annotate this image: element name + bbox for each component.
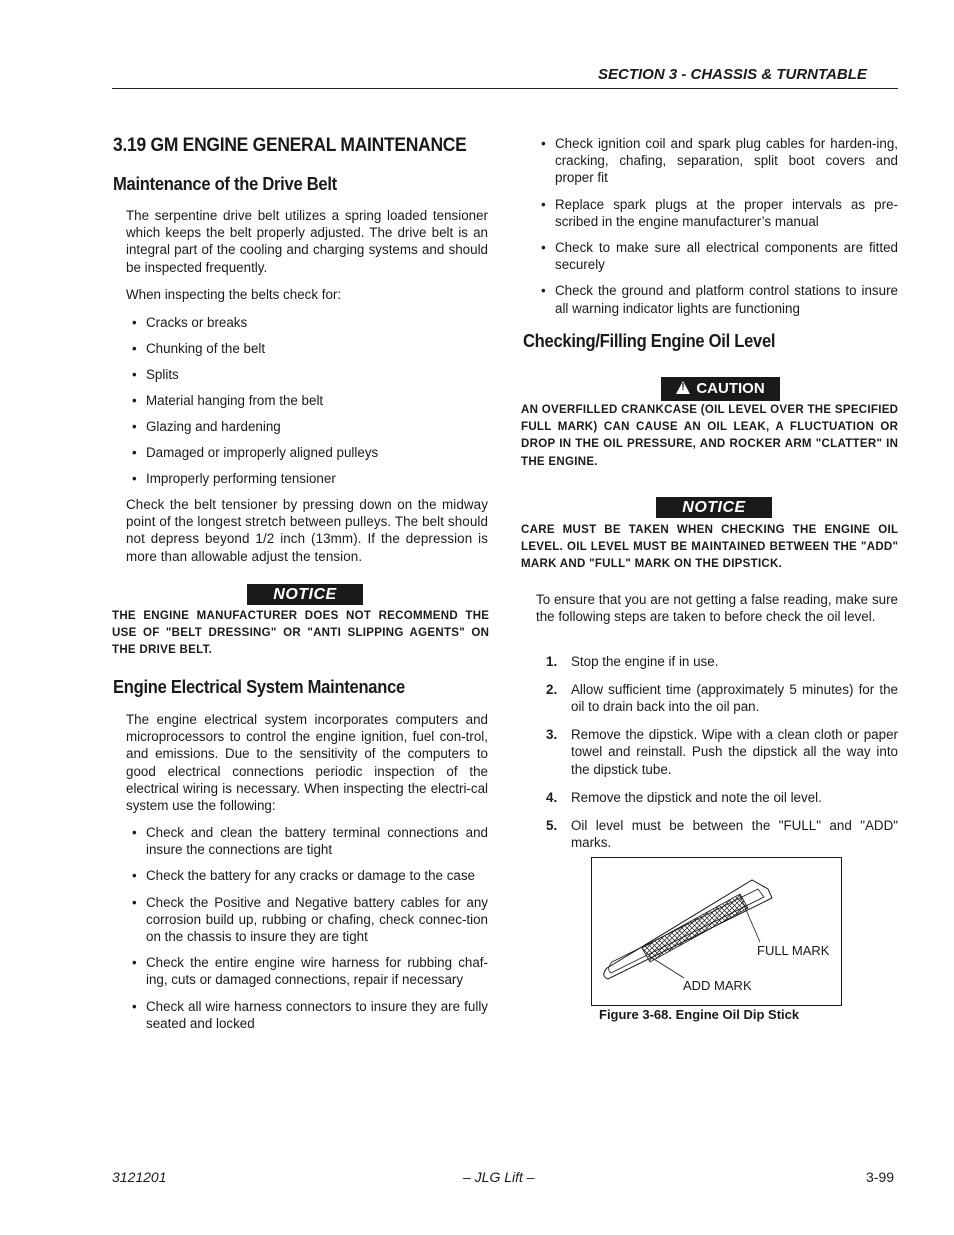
step-number: 2. [546, 682, 558, 697]
caution-text: AN OVERFILLED CRANKCASE (OIL LEVEL OVER THE SPECIFIED FULL MARK) CAN CAUSE AN OIL LEAK, A FLUCTUATION OR DROP IN THE OIL PRESSURE, AND ROCKER ARM "CLATTER" IN THE ENGINE. [521, 402, 899, 468]
list-item: • Replace spark plugs at the proper intervals as pre-scribed in the engine manufacturer’s manual [535, 196, 898, 230]
list-item: • Cracks or breaks [126, 314, 488, 331]
step-text: Allow sufficient time (approximately 5 minutes) for the oil to drain back into the oil pan. [571, 682, 898, 715]
section-header: SECTION 3 - CHASSIS & TURNTABLE [598, 66, 867, 83]
electrical-intro: The engine electrical system incorporates computers and microprocessors to control the engine ignition, fuel con-trol, and emissions. Due to the sensitivity of the computers to good electrical connections periodic inspection of the electrical wiring is necessary. When inspecting the electri-cal system use the following: [126, 712, 488, 814]
inspection-list [535, 135, 898, 317]
page-number: 3-99 [866, 1169, 895, 1185]
list-item: • Check ignition coil and spark plug cables for harden-ing, cracking, chafing, separation, split boot covers and proper fit [535, 135, 898, 187]
step-text: Remove the dipstick. Wipe with a clean cloth or paper towel and reinstall. Push the dipstick all the way into the dipstick tube. [571, 727, 898, 777]
warning-triangle-icon: ! [676, 381, 690, 394]
list-item: • Check and clean the battery terminal connections and insure the connections are tight [126, 824, 488, 858]
step-number: 5. [546, 817, 558, 833]
step-text: Remove the dipstick and note the oil level. [571, 789, 822, 805]
step-number: 4. [546, 789, 558, 805]
notice-badge: NOTICE [247, 584, 363, 605]
step-number: 1. [546, 654, 558, 669]
oil-steps [537, 653, 898, 851]
list-item: • Check the entire engine wire harness for rubbing chaf-ing, cuts or damaged connections, repair if necessary [126, 954, 488, 988]
list-item: • Check all wire harness connectors to insure they are fully seated and locked [126, 998, 488, 1032]
list-item: • Improperly performing tensioner [126, 470, 488, 487]
add-mark-leader [649, 956, 684, 978]
drive-belt-check-for: When inspecting the belts check for: [126, 287, 342, 302]
add-mark-label: ADD MARK [683, 978, 752, 993]
figure-caption: Figure 3-68. Engine Oil Dip Stick [599, 1007, 800, 1022]
list-item: • Check the ground and platform control stations to insure all warning indicator lights are functioning [535, 282, 898, 316]
caution-badge [661, 377, 780, 401]
step-item [537, 789, 898, 806]
list-item: • Check to make sure all electrical components are fitted securely [535, 239, 898, 273]
list-item: • Chunking of the belt [126, 340, 488, 357]
step-item [537, 726, 898, 778]
oil-notice-text: CARE MUST BE TAKEN WHEN CHECKING THE ENGINE OIL LEVEL. OIL LEVEL MUST BE MAINTAINED BETWEEN THE "ADD" MARK AND "FULL" MARK ON THE DIPSTICK. [521, 522, 899, 571]
list-item: • Splits [126, 366, 488, 383]
header-rule [112, 88, 898, 89]
step-number: 3. [546, 727, 558, 743]
main-heading: 3.19 GM ENGINE GENERAL MAINTENANCE [113, 135, 467, 156]
full-mark-label: FULL MARK [757, 943, 830, 958]
drive-belt-heading: Maintenance of the Drive Belt [113, 174, 337, 194]
notice-badge: NOTICE [656, 497, 772, 518]
oil-heading: Checking/Filling Engine Oil Level [523, 331, 776, 351]
list-item: • Glazing and hardening [126, 418, 488, 435]
drive-belt-intro: The serpentine drive belt utilizes a spring loaded tensioner which keeps the belt properly adjusted. The drive belt is an integral part of the cooling and charging systems and should be inspected frequently. [126, 208, 488, 275]
caution-label: CAUTION [696, 380, 765, 397]
electrical-list [126, 824, 488, 1032]
step-item [537, 817, 898, 851]
list-item: • Check the battery for any cracks or damage to the case [126, 867, 488, 884]
list-item: • Check the Positive and Negative battery cables for any corrosion build up, rubbing or chafing, check connec-tion on the chassis to insure they are tight [126, 894, 488, 946]
step-item [537, 681, 898, 715]
step-item [537, 653, 898, 670]
dipstick-figure [591, 857, 842, 1006]
electrical-heading: Engine Electrical System Maintenance [113, 677, 405, 697]
belt-notice-text: THE ENGINE MANUFACTURER DOES NOT RECOMMEND THE USE OF "BELT DRESSING" OR "ANTI SLIPPING AGENTS" ON THE DRIVE BELT. [112, 608, 490, 657]
step-text: Stop the engine if in use. [571, 654, 719, 669]
belt-tension-text: Check the belt tensioner by pressing down on the midway point of the longest stretch between pulleys. The belt should not depress beyond 1/2 inch (13mm). If the depression is more than allowable adjust the tension. [126, 497, 488, 564]
step-text: Oil level must be between the "FULL" and "ADD" marks. [571, 817, 898, 850]
list-item: • Material hanging from the belt [126, 392, 488, 409]
footer-brand: – JLG Lift – [463, 1169, 535, 1185]
oil-intro: To ensure that you are not getting a false reading, make sure the following steps are taken to before check the oil level. [536, 592, 898, 625]
doc-number: 3121201 [112, 1169, 167, 1185]
list-item: • Damaged or improperly aligned pulleys [126, 444, 488, 461]
belt-check-list [126, 314, 488, 487]
